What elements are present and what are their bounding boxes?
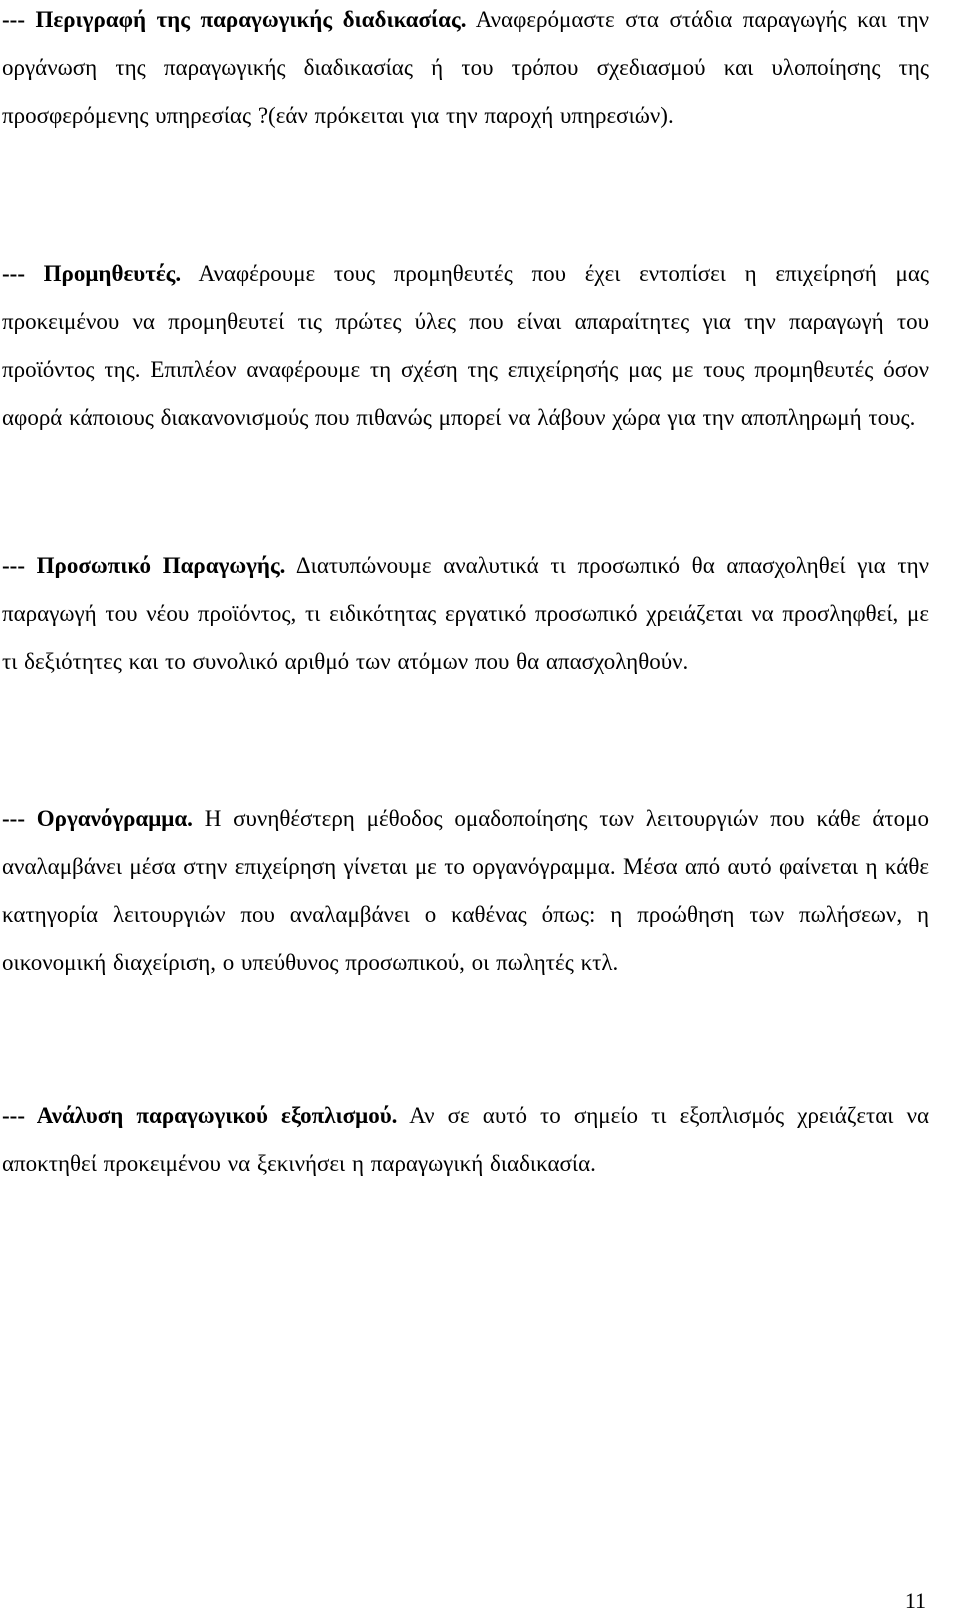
section-body: Διατυπώνουμε αναλυτικά τι προσωπικό θα απασχοληθεί για την παραγωγή του νέου προϊόντος, τι ειδικότητας εργατικό προσωπικό χρειάζεται να προσληφθεί, με τι δεξιότητες και το συνολικό αριθμό των ατόμων που θα απασχοληθούν.	[2, 553, 930, 674]
section-heading: --- Ανάλυση παραγωγικού εξοπλισμού.	[2, 1103, 398, 1128]
section-body: Αν σε αυτό το σημείο τι εξοπλισμός χρειάζεται να αποκτηθεί προκειμένου να ξεκινήσει η παραγωγική διαδικασία.	[2, 1103, 930, 1176]
section-heading: --- Προμηθευτές.	[2, 261, 182, 286]
section-body: Αναφέρουμε τους προμηθευτές που έχει εντοπίσει η επιχείρησή μας προκειμένου να προμηθευτεί τις πρώτες ύλες που είναι απαραίτητες για την παραγωγή του προϊόντος της. Επιπλέον αναφέρουμε τη σχέση της επιχείρησής μας με τους προμηθευτές όσον αφορά κάποιους διακανονισμούς που πιθανώς μπορεί να λάβουν χώρα για την αποπληρωμή τους.	[2, 261, 929, 430]
section-org-chart	[2, 795, 929, 987]
section-equipment-analysis	[2, 1092, 929, 1188]
section-body: Αναφερόμαστε στα στάδια παραγωγής και την οργάνωση της παραγωγικής διαδικασίας ή του τρόπου σχεδιασμού και υλοποίησης της προσφερόμενης υπηρεσίας ?(εάν πρόκειται για την παροχή υπηρεσιών).	[2, 7, 929, 128]
section-production-process	[2, 0, 929, 140]
section-heading: --- Περιγραφή της παραγωγικής διαδικασίας.	[2, 7, 467, 32]
section-body: Η συνηθέστερη μέθοδος ομαδοποίησης των λειτουργιών που κάθε άτομο αναλαμβάνει μέσα στην επιχείρηση γίνεται με το οργανόγραμμα. Μέσα από αυτό φαίνεται η κάθε κατηγορία λειτουργιών που αναλαμβάνει ο καθένας όπως: η προώθηση των πωλήσεων, η οικονομική διαχείριση, ο υπεύθυνος προσωπικού, οι πωλητές κτλ.	[2, 806, 929, 975]
section-heading: --- Προσωπικό Παραγωγής.	[2, 553, 286, 578]
section-heading: --- Οργανόγραμμα.	[2, 806, 193, 831]
page-number: 11	[904, 1588, 926, 1613]
section-production-staff	[2, 542, 929, 686]
section-suppliers	[2, 250, 929, 442]
